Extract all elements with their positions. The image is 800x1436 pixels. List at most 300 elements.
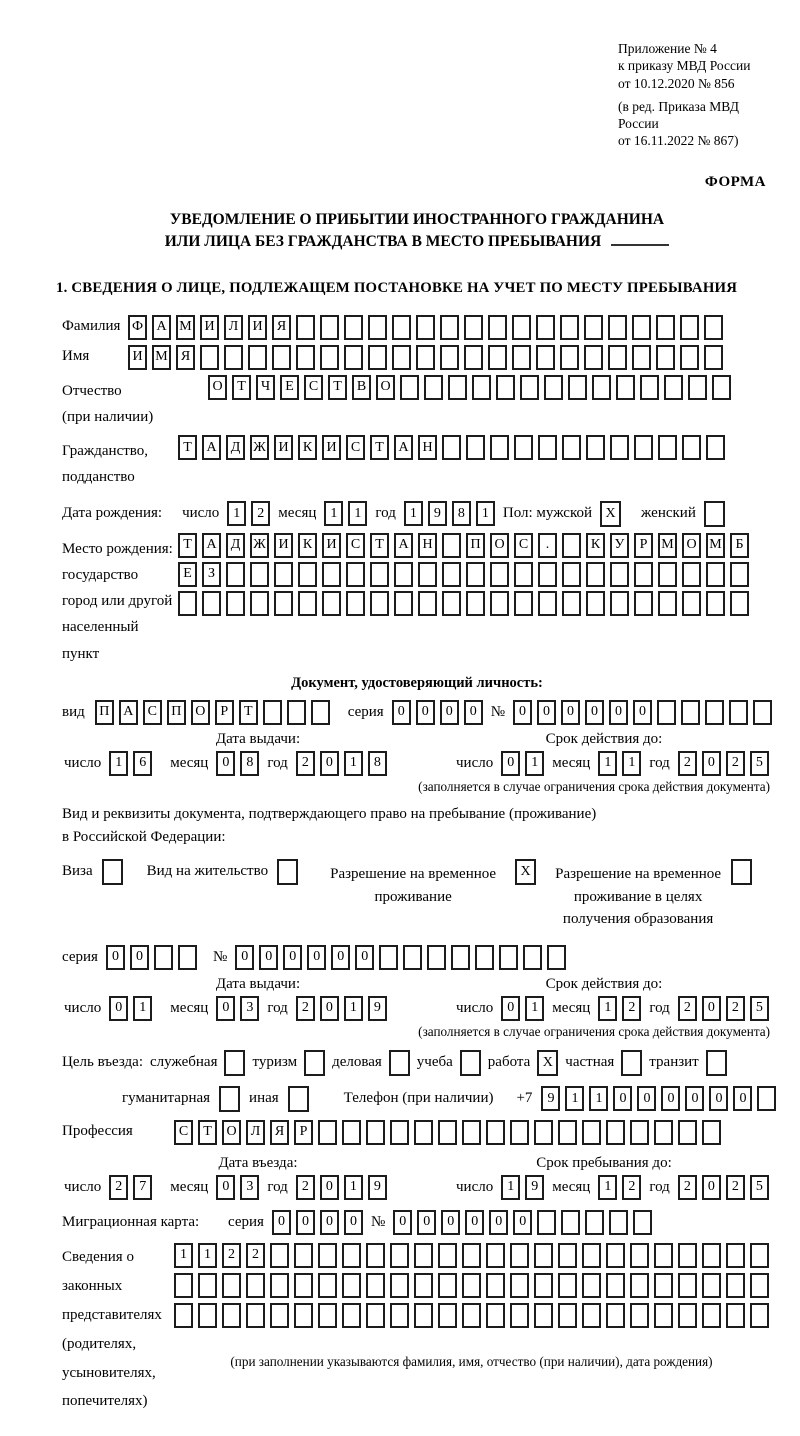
form-cell[interactable] <box>750 1303 769 1328</box>
form-cell[interactable]: 0 <box>702 751 721 776</box>
form-cell[interactable]: 0 <box>417 1210 436 1235</box>
form-cell[interactable] <box>654 1273 673 1298</box>
form-cell[interactable] <box>488 345 507 370</box>
form-cell[interactable] <box>442 591 461 616</box>
form-cell[interactable] <box>536 315 555 340</box>
form-cell[interactable]: 2 <box>296 1175 315 1200</box>
form-cell[interactable] <box>678 1273 697 1298</box>
form-cell[interactable] <box>537 1210 556 1235</box>
form-cell[interactable]: 9 <box>368 1175 387 1200</box>
form-cell[interactable]: 5 <box>750 996 769 1021</box>
form-cell[interactable] <box>633 1210 652 1235</box>
form-cell[interactable] <box>608 315 627 340</box>
form-cell[interactable] <box>466 435 485 460</box>
form-cell[interactable]: И <box>128 345 147 370</box>
purpose-official-checkbox[interactable] <box>224 1050 245 1076</box>
form-cell[interactable]: 0 <box>393 1210 412 1235</box>
purpose-transit-checkbox[interactable] <box>706 1050 727 1076</box>
form-cell[interactable]: 2 <box>726 751 745 776</box>
form-cell[interactable]: М <box>658 533 677 558</box>
form-cell[interactable]: 1 <box>589 1086 608 1111</box>
form-cell[interactable]: 0 <box>259 945 278 970</box>
form-cell[interactable] <box>346 591 365 616</box>
form-cell[interactable] <box>680 315 699 340</box>
form-cell[interactable]: 0 <box>216 751 235 776</box>
form-cell[interactable] <box>178 591 197 616</box>
form-cell[interactable] <box>558 1303 577 1328</box>
form-cell[interactable] <box>174 1303 193 1328</box>
form-cell[interactable]: М <box>706 533 725 558</box>
form-cell[interactable] <box>634 435 653 460</box>
form-cell[interactable] <box>658 435 677 460</box>
form-cell[interactable]: П <box>95 700 114 725</box>
form-cell[interactable] <box>270 1303 289 1328</box>
form-cell[interactable]: 1 <box>598 996 617 1021</box>
form-cell[interactable]: 0 <box>702 1175 721 1200</box>
form-cell[interactable] <box>287 700 306 725</box>
form-cell[interactable]: 0 <box>661 1086 680 1111</box>
form-cell[interactable] <box>514 435 533 460</box>
form-cell[interactable]: С <box>304 375 323 400</box>
form-cell[interactable]: Т <box>198 1120 217 1145</box>
form-cell[interactable]: 9 <box>541 1086 560 1111</box>
form-cell[interactable] <box>438 1120 457 1145</box>
form-cell[interactable]: А <box>202 435 221 460</box>
form-cell[interactable] <box>390 1120 409 1145</box>
form-cell[interactable]: Е <box>280 375 299 400</box>
form-cell[interactable] <box>464 315 483 340</box>
form-cell[interactable]: 0 <box>585 700 604 725</box>
form-cell[interactable] <box>510 1120 529 1145</box>
form-cell[interactable] <box>442 435 461 460</box>
form-cell[interactable] <box>730 591 749 616</box>
form-cell[interactable] <box>270 1273 289 1298</box>
form-cell[interactable] <box>370 591 389 616</box>
form-cell[interactable]: 8 <box>368 751 387 776</box>
form-cell[interactable] <box>634 562 653 587</box>
form-cell[interactable]: А <box>394 435 413 460</box>
form-cell[interactable] <box>562 435 581 460</box>
form-cell[interactable] <box>658 591 677 616</box>
form-cell[interactable] <box>678 1303 697 1328</box>
form-cell[interactable] <box>263 700 282 725</box>
form-cell[interactable]: 1 <box>198 1243 217 1268</box>
form-cell[interactable]: 3 <box>240 996 259 1021</box>
purpose-humanitarian-checkbox[interactable] <box>219 1086 240 1112</box>
form-cell[interactable]: О <box>376 375 395 400</box>
form-cell[interactable] <box>462 1273 481 1298</box>
form-cell[interactable] <box>757 1086 776 1111</box>
form-cell[interactable]: И <box>274 435 293 460</box>
form-cell[interactable] <box>416 345 435 370</box>
form-cell[interactable] <box>344 345 363 370</box>
form-cell[interactable]: 1 <box>348 501 367 526</box>
form-cell[interactable] <box>610 591 629 616</box>
form-cell[interactable]: 1 <box>598 1175 617 1200</box>
form-cell[interactable]: А <box>202 533 221 558</box>
form-cell[interactable]: 0 <box>613 1086 632 1111</box>
form-cell[interactable]: 2 <box>296 996 315 1021</box>
form-cell[interactable] <box>654 1303 673 1328</box>
form-cell[interactable] <box>704 315 723 340</box>
form-cell[interactable]: Я <box>176 345 195 370</box>
form-cell[interactable] <box>403 945 422 970</box>
form-cell[interactable]: 1 <box>133 996 152 1021</box>
form-cell[interactable] <box>702 1120 721 1145</box>
form-cell[interactable] <box>322 562 341 587</box>
form-cell[interactable]: 0 <box>331 945 350 970</box>
form-cell[interactable] <box>632 345 651 370</box>
form-cell[interactable] <box>427 945 446 970</box>
form-cell[interactable] <box>609 1210 628 1235</box>
form-cell[interactable]: Ф <box>128 315 147 340</box>
form-cell[interactable]: И <box>248 315 267 340</box>
form-cell[interactable] <box>318 1303 337 1328</box>
form-cell[interactable] <box>442 562 461 587</box>
form-cell[interactable]: 0 <box>513 700 532 725</box>
form-cell[interactable] <box>248 345 267 370</box>
form-cell[interactable] <box>342 1243 361 1268</box>
form-cell[interactable] <box>658 562 677 587</box>
form-cell[interactable] <box>390 1243 409 1268</box>
form-cell[interactable]: 0 <box>283 945 302 970</box>
form-cell[interactable]: А <box>394 533 413 558</box>
form-cell[interactable] <box>682 591 701 616</box>
form-cell[interactable] <box>586 435 605 460</box>
form-cell[interactable] <box>224 345 243 370</box>
form-cell[interactable] <box>346 562 365 587</box>
form-cell[interactable] <box>394 591 413 616</box>
form-cell[interactable]: М <box>176 315 195 340</box>
form-cell[interactable]: И <box>200 315 219 340</box>
form-cell[interactable] <box>472 375 491 400</box>
form-cell[interactable] <box>496 375 515 400</box>
form-cell[interactable] <box>296 345 315 370</box>
temp-residence-education-checkbox[interactable] <box>731 859 752 885</box>
form-cell[interactable] <box>296 315 315 340</box>
form-cell[interactable] <box>499 945 518 970</box>
form-cell[interactable] <box>730 562 749 587</box>
form-cell[interactable] <box>344 315 363 340</box>
form-cell[interactable] <box>562 591 581 616</box>
form-cell[interactable] <box>368 315 387 340</box>
form-cell[interactable] <box>274 562 293 587</box>
form-cell[interactable] <box>368 345 387 370</box>
form-cell[interactable]: 0 <box>440 700 459 725</box>
form-cell[interactable] <box>586 562 605 587</box>
form-cell[interactable]: О <box>682 533 701 558</box>
form-cell[interactable] <box>706 435 725 460</box>
form-cell[interactable] <box>226 591 245 616</box>
form-cell[interactable] <box>466 562 485 587</box>
form-cell[interactable]: 1 <box>565 1086 584 1111</box>
form-cell[interactable] <box>490 562 509 587</box>
form-cell[interactable]: 0 <box>637 1086 656 1111</box>
form-cell[interactable] <box>560 315 579 340</box>
form-cell[interactable] <box>706 591 725 616</box>
form-cell[interactable] <box>523 945 542 970</box>
form-cell[interactable] <box>424 375 443 400</box>
form-cell[interactable] <box>486 1243 505 1268</box>
form-cell[interactable]: 2 <box>678 996 697 1021</box>
form-cell[interactable]: 0 <box>733 1086 752 1111</box>
form-cell[interactable] <box>320 345 339 370</box>
form-cell[interactable] <box>390 1303 409 1328</box>
form-cell[interactable] <box>442 533 461 558</box>
form-cell[interactable] <box>582 1120 601 1145</box>
form-cell[interactable]: 1 <box>109 751 128 776</box>
form-cell[interactable] <box>342 1273 361 1298</box>
form-cell[interactable]: А <box>152 315 171 340</box>
form-cell[interactable]: 1 <box>324 501 343 526</box>
form-cell[interactable] <box>726 1273 745 1298</box>
purpose-business-checkbox[interactable] <box>389 1050 410 1076</box>
form-cell[interactable]: 1 <box>344 1175 363 1200</box>
form-cell[interactable] <box>414 1243 433 1268</box>
form-cell[interactable] <box>178 945 197 970</box>
form-cell[interactable]: 1 <box>598 751 617 776</box>
form-cell[interactable]: О <box>208 375 227 400</box>
form-cell[interactable]: С <box>514 533 533 558</box>
form-cell[interactable]: 0 <box>465 1210 484 1235</box>
form-cell[interactable] <box>298 591 317 616</box>
form-cell[interactable] <box>558 1273 577 1298</box>
form-cell[interactable]: 0 <box>130 945 149 970</box>
form-cell[interactable]: 1 <box>501 1175 520 1200</box>
form-cell[interactable]: М <box>152 345 171 370</box>
form-cell[interactable] <box>414 1273 433 1298</box>
form-cell[interactable]: Т <box>239 700 258 725</box>
form-cell[interactable] <box>342 1303 361 1328</box>
form-cell[interactable] <box>274 591 293 616</box>
form-cell[interactable]: 7 <box>133 1175 152 1200</box>
form-cell[interactable] <box>538 562 557 587</box>
form-cell[interactable] <box>610 435 629 460</box>
form-cell[interactable]: Т <box>370 533 389 558</box>
form-cell[interactable]: 0 <box>513 1210 532 1235</box>
form-cell[interactable] <box>561 1210 580 1235</box>
form-cell[interactable]: Б <box>730 533 749 558</box>
form-cell[interactable]: Е <box>178 562 197 587</box>
form-cell[interactable]: Т <box>370 435 389 460</box>
form-cell[interactable] <box>418 591 437 616</box>
form-cell[interactable] <box>322 591 341 616</box>
form-cell[interactable] <box>416 315 435 340</box>
purpose-work-checkbox[interactable]: X <box>537 1050 558 1076</box>
form-cell[interactable] <box>392 345 411 370</box>
form-cell[interactable] <box>462 1243 481 1268</box>
form-cell[interactable]: Р <box>215 700 234 725</box>
form-cell[interactable]: 0 <box>501 996 520 1021</box>
form-cell[interactable] <box>226 562 245 587</box>
form-cell[interactable] <box>688 375 707 400</box>
form-cell[interactable] <box>680 345 699 370</box>
form-cell[interactable] <box>729 700 748 725</box>
form-cell[interactable]: 1 <box>344 996 363 1021</box>
form-cell[interactable]: 0 <box>320 751 339 776</box>
form-cell[interactable]: И <box>322 533 341 558</box>
form-cell[interactable] <box>538 435 557 460</box>
form-cell[interactable] <box>630 1120 649 1145</box>
form-cell[interactable]: 0 <box>109 996 128 1021</box>
form-cell[interactable]: 5 <box>750 751 769 776</box>
form-cell[interactable] <box>608 345 627 370</box>
form-cell[interactable] <box>318 1120 337 1145</box>
form-cell[interactable] <box>486 1120 505 1145</box>
form-cell[interactable]: А <box>119 700 138 725</box>
form-cell[interactable]: Л <box>246 1120 265 1145</box>
form-cell[interactable] <box>438 1303 457 1328</box>
form-cell[interactable] <box>390 1273 409 1298</box>
form-cell[interactable]: Ж <box>250 533 269 558</box>
form-cell[interactable] <box>294 1273 313 1298</box>
form-cell[interactable]: Т <box>178 435 197 460</box>
form-cell[interactable] <box>586 591 605 616</box>
form-cell[interactable]: Т <box>328 375 347 400</box>
form-cell[interactable] <box>640 375 659 400</box>
form-cell[interactable]: 1 <box>404 501 423 526</box>
form-cell[interactable]: 0 <box>501 751 520 776</box>
form-cell[interactable] <box>562 533 581 558</box>
purpose-other-checkbox[interactable] <box>288 1086 309 1112</box>
form-cell[interactable]: . <box>538 533 557 558</box>
form-cell[interactable] <box>488 315 507 340</box>
form-cell[interactable]: Я <box>272 315 291 340</box>
form-cell[interactable] <box>198 1303 217 1328</box>
form-cell[interactable]: 0 <box>344 1210 363 1235</box>
form-cell[interactable]: 0 <box>561 700 580 725</box>
form-cell[interactable] <box>654 1120 673 1145</box>
form-cell[interactable] <box>342 1120 361 1145</box>
form-cell[interactable]: 5 <box>750 1175 769 1200</box>
form-cell[interactable]: 0 <box>106 945 125 970</box>
form-cell[interactable] <box>538 591 557 616</box>
form-cell[interactable]: 8 <box>240 751 259 776</box>
form-cell[interactable] <box>562 562 581 587</box>
form-cell[interactable]: 2 <box>726 1175 745 1200</box>
form-cell[interactable]: 2 <box>251 501 270 526</box>
purpose-tourism-checkbox[interactable] <box>304 1050 325 1076</box>
form-cell[interactable]: С <box>346 435 365 460</box>
form-cell[interactable]: О <box>490 533 509 558</box>
form-cell[interactable] <box>584 315 603 340</box>
form-cell[interactable]: 1 <box>174 1243 193 1268</box>
form-cell[interactable] <box>712 375 731 400</box>
residence-permit-checkbox[interactable] <box>277 859 298 885</box>
form-cell[interactable] <box>294 1303 313 1328</box>
form-cell[interactable]: 1 <box>227 501 246 526</box>
form-cell[interactable]: 0 <box>235 945 254 970</box>
form-cell[interactable] <box>440 315 459 340</box>
form-cell[interactable] <box>202 591 221 616</box>
form-cell[interactable]: 1 <box>525 996 544 1021</box>
form-cell[interactable]: 1 <box>525 751 544 776</box>
form-cell[interactable]: 9 <box>428 501 447 526</box>
form-cell[interactable] <box>490 435 509 460</box>
form-cell[interactable] <box>678 1120 697 1145</box>
form-cell[interactable] <box>510 1243 529 1268</box>
form-cell[interactable] <box>174 1273 193 1298</box>
form-cell[interactable] <box>702 1273 721 1298</box>
form-cell[interactable]: 0 <box>416 700 435 725</box>
form-cell[interactable]: 0 <box>609 700 628 725</box>
form-cell[interactable] <box>534 1273 553 1298</box>
form-cell[interactable]: 9 <box>525 1175 544 1200</box>
form-cell[interactable] <box>544 375 563 400</box>
form-cell[interactable]: У <box>610 533 629 558</box>
form-cell[interactable] <box>320 315 339 340</box>
form-cell[interactable]: 2 <box>678 751 697 776</box>
form-cell[interactable] <box>490 591 509 616</box>
form-cell[interactable]: К <box>586 533 605 558</box>
form-cell[interactable]: Р <box>634 533 653 558</box>
form-cell[interactable] <box>682 435 701 460</box>
form-cell[interactable] <box>440 345 459 370</box>
form-cell[interactable]: К <box>298 533 317 558</box>
form-cell[interactable] <box>634 591 653 616</box>
form-cell[interactable] <box>418 562 437 587</box>
form-cell[interactable]: И <box>322 435 341 460</box>
form-cell[interactable] <box>682 562 701 587</box>
form-cell[interactable] <box>464 345 483 370</box>
form-cell[interactable] <box>154 945 173 970</box>
form-cell[interactable]: Н <box>418 435 437 460</box>
form-cell[interactable] <box>584 345 603 370</box>
form-cell[interactable] <box>298 562 317 587</box>
form-cell[interactable] <box>366 1120 385 1145</box>
form-cell[interactable]: О <box>191 700 210 725</box>
form-cell[interactable]: 1 <box>622 751 641 776</box>
form-cell[interactable] <box>370 562 389 587</box>
form-cell[interactable] <box>705 700 724 725</box>
form-cell[interactable] <box>630 1243 649 1268</box>
form-cell[interactable] <box>250 562 269 587</box>
form-cell[interactable]: 0 <box>685 1086 704 1111</box>
form-cell[interactable] <box>514 591 533 616</box>
form-cell[interactable]: 0 <box>320 1175 339 1200</box>
form-cell[interactable] <box>200 345 219 370</box>
form-cell[interactable]: Я <box>270 1120 289 1145</box>
purpose-study-checkbox[interactable] <box>460 1050 481 1076</box>
form-cell[interactable] <box>250 591 269 616</box>
form-cell[interactable]: 0 <box>441 1210 460 1235</box>
form-cell[interactable] <box>394 562 413 587</box>
form-cell[interactable] <box>246 1273 265 1298</box>
form-cell[interactable]: 2 <box>246 1243 265 1268</box>
form-cell[interactable] <box>750 1243 769 1268</box>
form-cell[interactable] <box>311 700 330 725</box>
form-cell[interactable] <box>664 375 683 400</box>
form-cell[interactable]: 0 <box>392 700 411 725</box>
form-cell[interactable] <box>616 375 635 400</box>
form-cell[interactable] <box>606 1273 625 1298</box>
form-cell[interactable] <box>753 700 772 725</box>
form-cell[interactable]: 0 <box>537 700 556 725</box>
form-cell[interactable] <box>558 1243 577 1268</box>
form-cell[interactable]: Ч <box>256 375 275 400</box>
form-cell[interactable]: Т <box>232 375 251 400</box>
form-cell[interactable]: 0 <box>216 996 235 1021</box>
sex-female-checkbox[interactable] <box>704 501 725 527</box>
form-cell[interactable]: И <box>274 533 293 558</box>
form-cell[interactable] <box>681 700 700 725</box>
form-cell[interactable] <box>246 1303 265 1328</box>
form-cell[interactable] <box>462 1303 481 1328</box>
form-cell[interactable] <box>366 1273 385 1298</box>
form-cell[interactable]: 9 <box>368 996 387 1021</box>
form-cell[interactable]: Т <box>178 533 197 558</box>
form-cell[interactable] <box>272 345 291 370</box>
